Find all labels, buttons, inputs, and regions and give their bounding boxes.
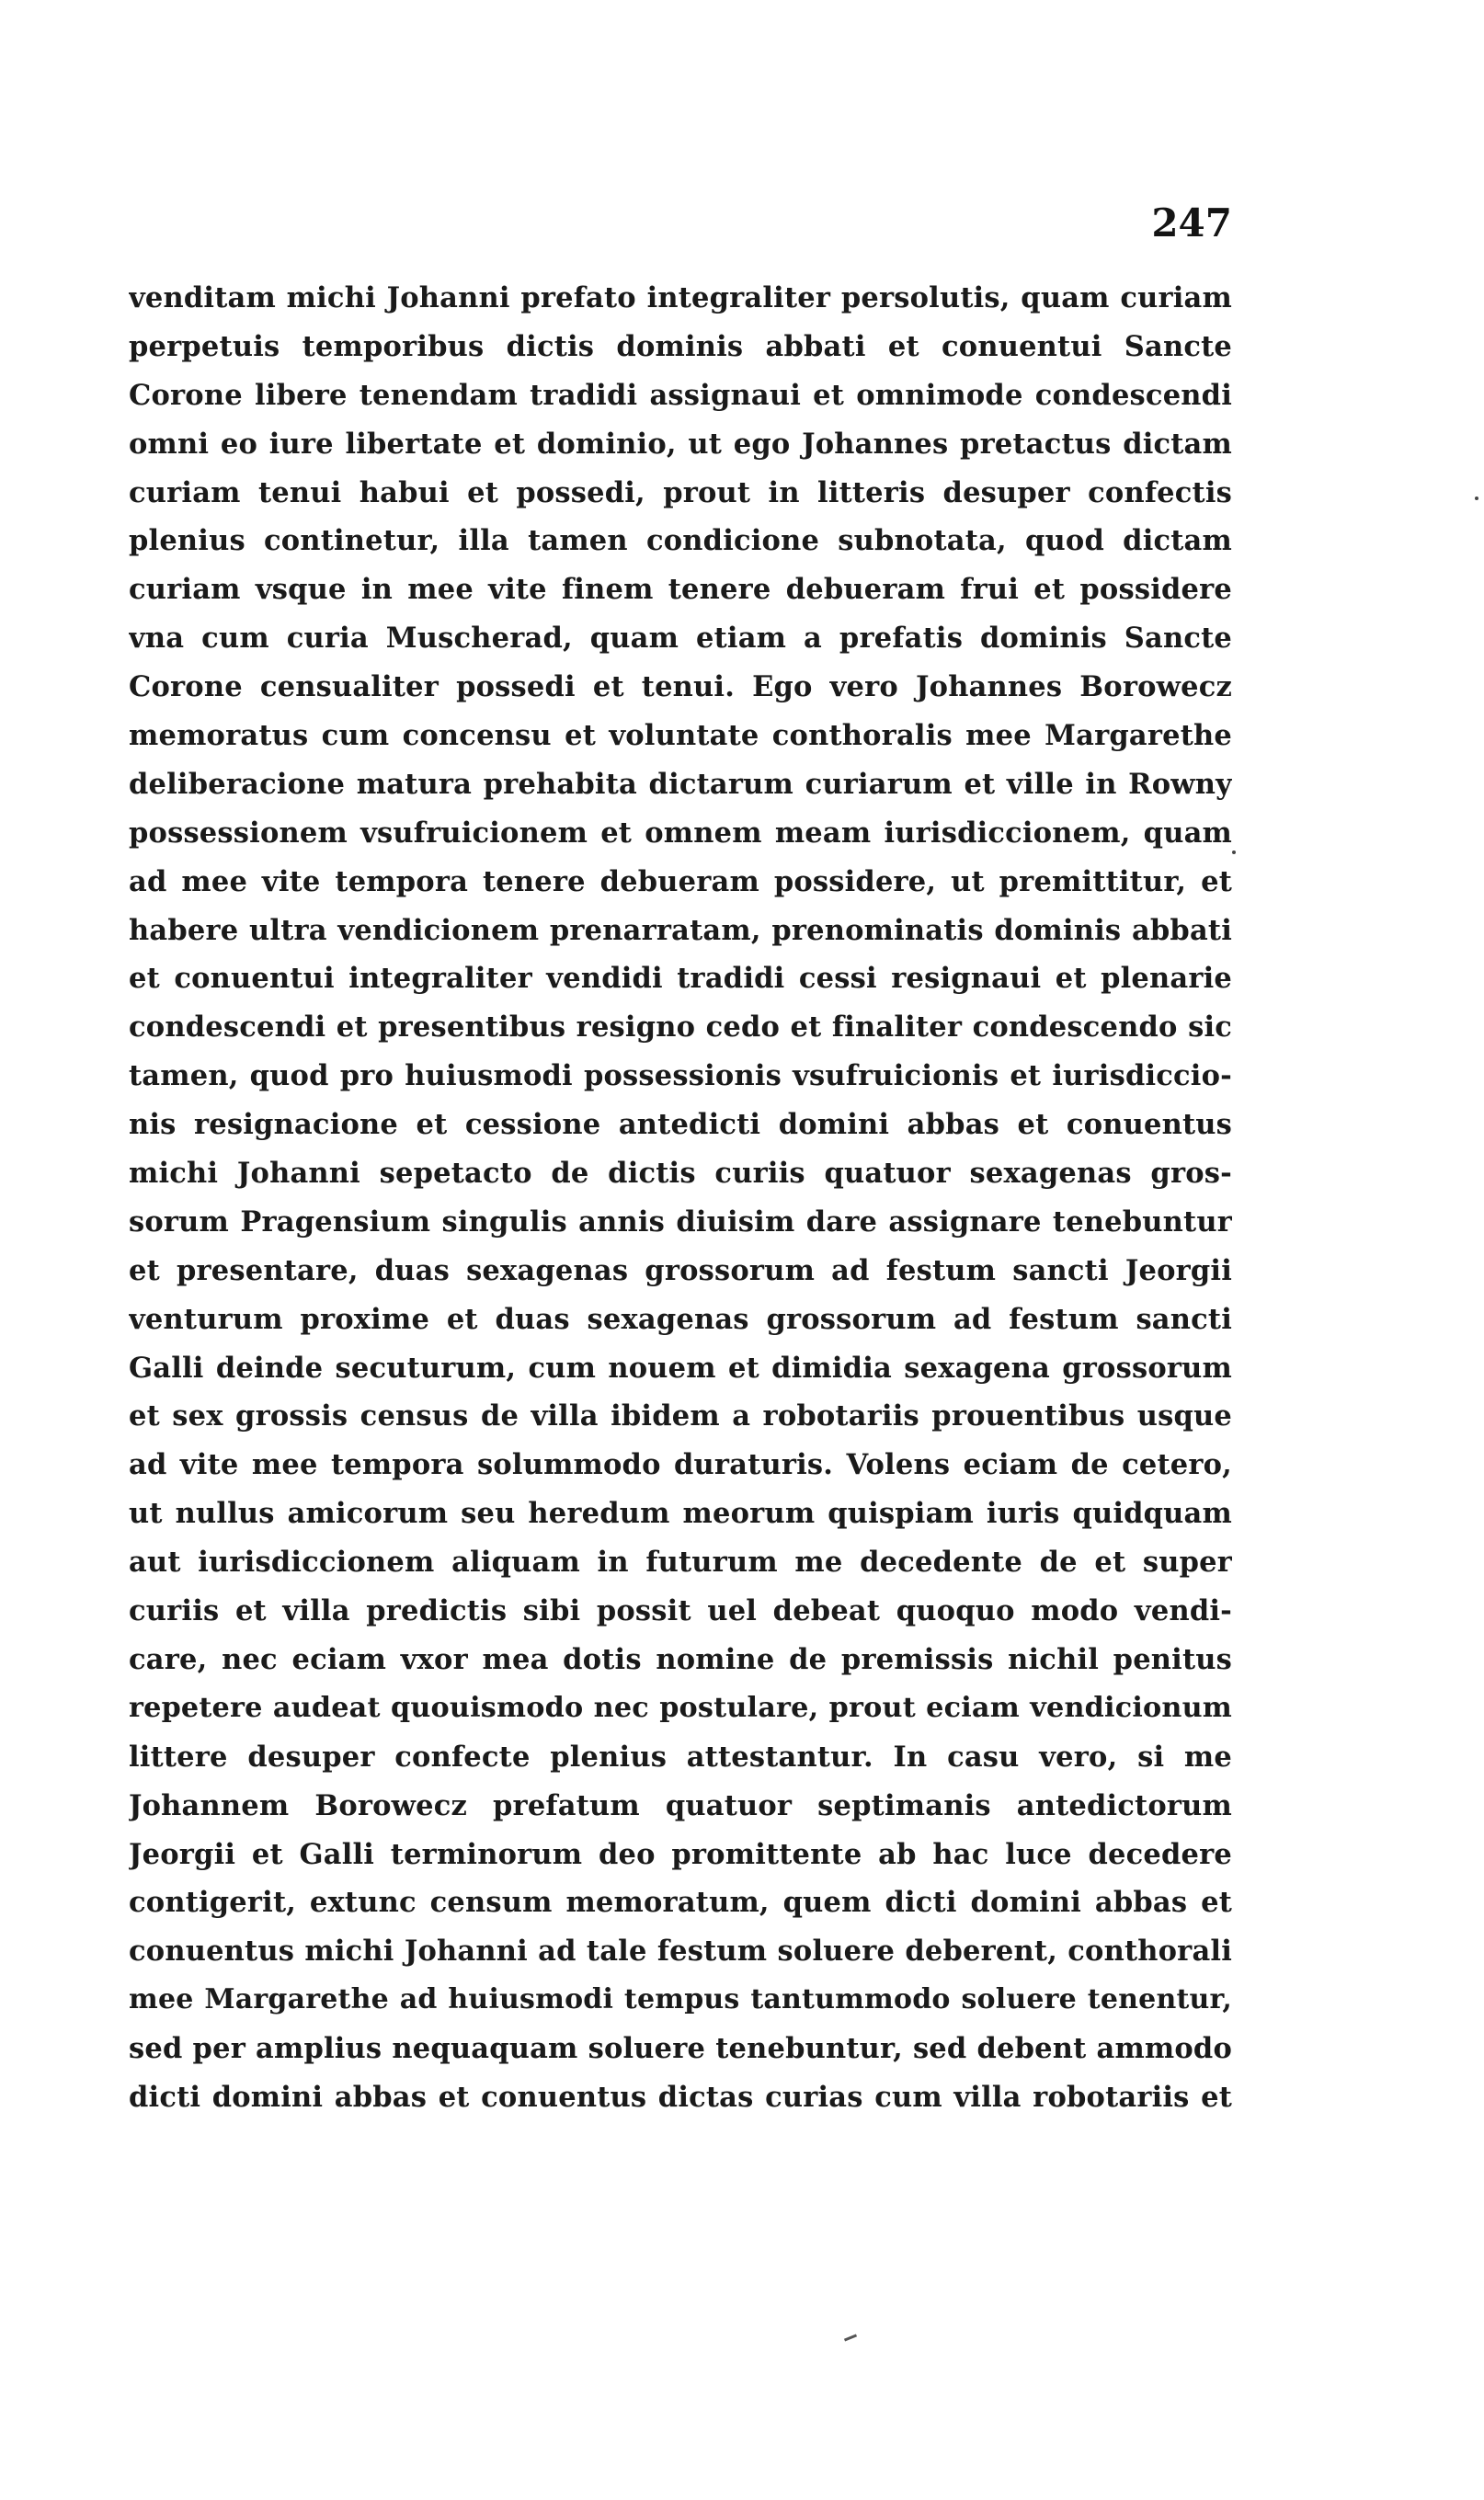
text-line: et presentare, duas sexagenas grossorum ad festum sancti Jeorgii — [129, 1253, 1232, 1287]
text-line: possessionem vsufruicionem et omnem meam iurisdiccionem, quam — [129, 816, 1232, 850]
text-line: venditam michi Johanni prefato integraliter persolutis, quam curiam — [129, 281, 1232, 314]
text-line: ad mee vite tempora tenere debueram possidere, ut premittitur, et — [129, 864, 1232, 898]
page-number: 247 — [1151, 200, 1232, 245]
margin-speck — [1232, 850, 1236, 854]
text-line: ut nullus amicorum seu heredum meorum quispiam iuris quidquam — [129, 1497, 1232, 1531]
text-line: sed per amplius nequaquam soluere tenebuntur, sed debent ammodo — [129, 2032, 1232, 2066]
text-line: Corone censualiter possedi et tenui. Ego vero Johannes Borowecz — [129, 670, 1232, 704]
text-line: michi Johanni sepetacto de dictis curiis quatuor sexagenas gros- — [129, 1157, 1232, 1191]
text-line: vna cum curia Muscherad, quam etiam a prefatis dominis Sancte — [129, 622, 1232, 656]
text-line: mee Margarethe ad huiusmodi tempus tantummodo soluere tenentur, — [129, 1983, 1232, 2016]
text-line: curiam vsque in mee vite finem tenere debueram frui et possidere — [129, 573, 1232, 607]
body-text — [129, 274, 1232, 2122]
text-line: ad vite mee tempora solummodo duraturis. Volens eciam de cetero, — [129, 1448, 1232, 1482]
text-line: omni eo iure libertate et dominio, ut ego Johannes pretactus dictam — [129, 427, 1232, 461]
text-line: Johannem Borowecz prefatum quatuor septimanis antedictorum — [129, 1788, 1232, 1822]
text-line: Jeorgii et Galli terminorum deo promittente ab hac luce decedere — [129, 1837, 1232, 1871]
margin-mark — [844, 2334, 857, 2341]
text-line: conuentus michi Johanni ad tale festum soluere deberent, conthorali — [129, 1935, 1232, 1969]
text-line: dicti domini abbas et conuentus dictas curias cum villa robotariis et — [129, 2080, 1232, 2114]
text-line: Galli deinde secuturum, cum nouem et dimidia sexagena grossorum — [129, 1351, 1232, 1385]
margin-speck — [1475, 497, 1478, 500]
text-line: et sex grossis census de villa ibidem a robotariis prouentibus usque — [129, 1399, 1232, 1433]
text-line: littere desuper confecte plenius attestantur. In casu vero, si me — [129, 1740, 1232, 1774]
text-line: deliberacione matura prehabita dictarum curiarum et ville in Rowny — [129, 767, 1232, 801]
text-line: plenius continetur, illa tamen condicione subnotata, quod dictam — [129, 524, 1232, 558]
text-line: contigerit, extunc censum memoratum, quem dicti domini abbas et — [129, 1886, 1232, 1920]
text-line: nis resignacione et cessione antedicti domini abbas et conuentus — [129, 1108, 1232, 1142]
text-line: et conuentui integraliter vendidi tradidi cessi resignaui et plenarie — [129, 962, 1232, 996]
text-line: curiis et villa predictis sibi possit uel debeat quoquo modo vendi- — [129, 1594, 1232, 1628]
text-line: aut iurisdiccionem aliquam in futurum me decedente de et super — [129, 1546, 1232, 1580]
text-line: care, nec eciam vxor mea dotis nomine de premissis nichil penitus — [129, 1642, 1232, 1676]
text-line: perpetuis temporibus dictis dominis abbati et conuentui Sancte — [129, 329, 1232, 363]
text-line: sorum Pragensium singulis annis diuisim dare assignare tenebuntur — [129, 1204, 1232, 1239]
text-line: curiam tenui habui et possedi, prout in litteris desuper confectis — [129, 475, 1232, 509]
text-line: condescendi et presentibus resigno cedo et finaliter condescendo sic — [129, 1010, 1232, 1045]
text-line: repetere audeat quouismodo nec postulare, prout eciam vendicionum — [129, 1691, 1232, 1724]
text-line: venturum proxime et duas sexagenas grossorum ad festum sancti — [129, 1302, 1232, 1336]
text-line: tamen, quod pro huiusmodi possessionis vsufruicionis et iurisdiccio- — [129, 1059, 1232, 1093]
text-line: memoratus cum concensu et voluntate conthoralis mee Margarethe — [129, 719, 1232, 753]
text-line: habere ultra vendicionem prenarratam, prenominatis dominis abbati — [129, 913, 1232, 947]
text-line: Corone libere tenendam tradidi assignaui et omnimode condescendi — [129, 378, 1232, 412]
